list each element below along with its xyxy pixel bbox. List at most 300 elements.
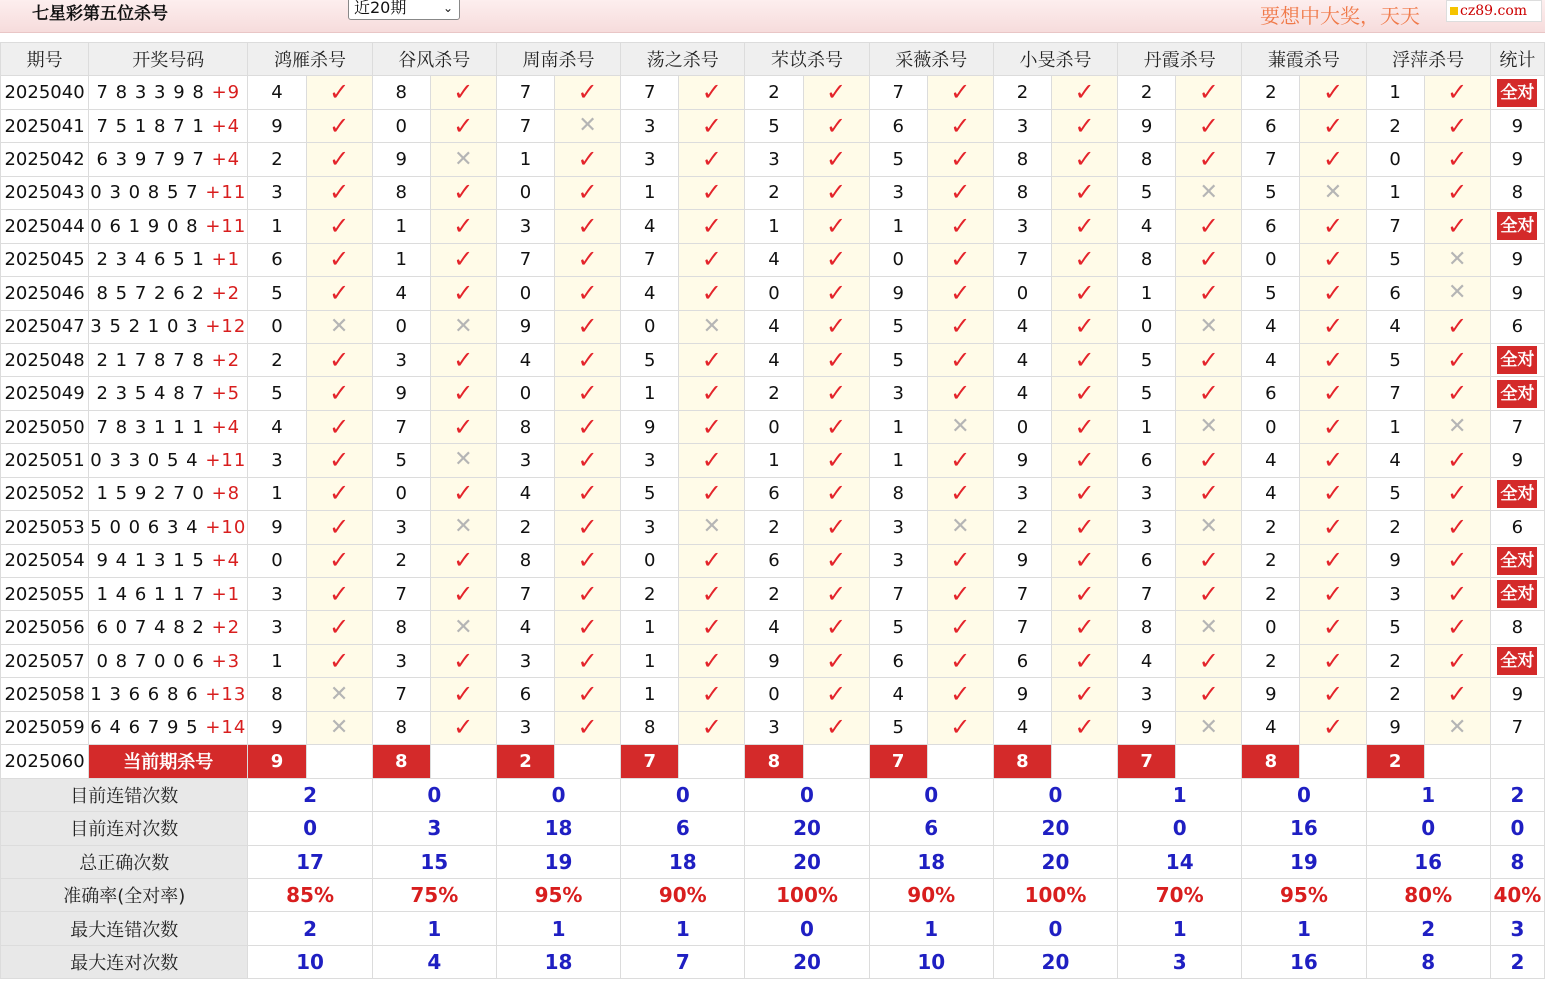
result-mark-cell bbox=[1300, 176, 1366, 209]
result-mark-cell bbox=[803, 210, 869, 243]
kill-number-cell: 7 bbox=[496, 578, 554, 611]
period-cell: 2025055 bbox=[1, 578, 89, 611]
check-icon: ✓ bbox=[701, 145, 722, 174]
check-icon: ✓ bbox=[1447, 613, 1468, 642]
period-cell: 2025041 bbox=[1, 109, 89, 142]
col-period: 期号 bbox=[1, 43, 89, 76]
check-icon: ✓ bbox=[950, 245, 971, 274]
check-icon: ✓ bbox=[577, 245, 598, 274]
marquee-text[interactable]: 要想中大奖，天天 bbox=[1260, 4, 1420, 28]
summary-label: 最大连对次数 bbox=[1, 945, 248, 978]
summary-value: 0 bbox=[372, 778, 496, 811]
result-mark-cell bbox=[679, 511, 745, 544]
check-icon: ✓ bbox=[453, 479, 474, 508]
period-select[interactable] bbox=[348, 0, 460, 20]
kill-number-cell: 9 bbox=[993, 544, 1051, 577]
summary-value: 10 bbox=[869, 945, 993, 978]
result-mark-cell bbox=[1424, 544, 1490, 577]
kill-number-cell: 3 bbox=[869, 511, 927, 544]
draw-numbers: 6 0 7 4 8 2 bbox=[96, 617, 205, 639]
kill-number-cell: 7 bbox=[496, 76, 554, 109]
result-mark-cell bbox=[803, 611, 869, 644]
draw-bonus: +1 bbox=[211, 249, 241, 271]
cross-icon: ✕ bbox=[578, 113, 597, 139]
kill-number-cell: 3 bbox=[496, 210, 554, 243]
result-mark-cell bbox=[1300, 711, 1366, 744]
check-icon: ✓ bbox=[453, 546, 474, 575]
summary-value: 19 bbox=[1242, 845, 1366, 878]
summary-value: 1 bbox=[372, 912, 496, 945]
cross-icon: ✕ bbox=[1323, 179, 1343, 205]
result-mark-cell bbox=[803, 444, 869, 477]
result-mark-cell bbox=[555, 444, 621, 477]
table-row bbox=[1, 377, 1545, 410]
result-mark-cell bbox=[306, 143, 372, 176]
kill-number-cell: 8 bbox=[993, 176, 1051, 209]
all-right-badge: 全对 bbox=[1497, 480, 1537, 508]
summary-label: 目前连错次数 bbox=[1, 778, 248, 811]
check-icon: ✓ bbox=[701, 278, 722, 307]
kill-number-cell: 1 bbox=[621, 377, 679, 410]
kill-number-cell: 4 bbox=[1242, 444, 1300, 477]
stat-cell bbox=[1490, 109, 1544, 142]
stat-cell bbox=[1490, 477, 1544, 510]
kill-number-cell: 3 bbox=[993, 210, 1051, 243]
draw-numbers: 0 3 0 8 5 7 bbox=[90, 182, 199, 204]
check-icon: ✓ bbox=[826, 345, 847, 374]
check-icon: ✓ bbox=[950, 178, 971, 207]
current-kill-number: 8 bbox=[372, 745, 430, 778]
check-icon: ✓ bbox=[1447, 579, 1468, 608]
kill-number-cell: 1 bbox=[496, 143, 554, 176]
result-mark-cell bbox=[927, 277, 993, 310]
kill-number-cell: 3 bbox=[1118, 511, 1176, 544]
draw-bonus: +11 bbox=[205, 215, 247, 237]
check-icon: ✓ bbox=[1447, 445, 1468, 474]
stat-cell bbox=[1490, 444, 1544, 477]
kill-number-cell: 8 bbox=[1118, 611, 1176, 644]
draw-bonus: +10 bbox=[205, 516, 247, 538]
kill-number-cell: 1 bbox=[869, 410, 927, 443]
result-mark-cell bbox=[1051, 277, 1117, 310]
summary-value: 8 bbox=[1366, 945, 1490, 978]
summary-value: 1 bbox=[621, 912, 745, 945]
period-cell: 2025048 bbox=[1, 343, 89, 376]
result-mark-cell bbox=[1424, 477, 1490, 510]
kill-number-cell: 9 bbox=[1366, 544, 1424, 577]
result-mark-cell bbox=[1051, 644, 1117, 677]
draw-numbers: 7 5 1 8 7 1 bbox=[96, 115, 205, 137]
summary-row bbox=[1, 912, 1545, 945]
stat-value: 9 bbox=[1511, 684, 1524, 706]
check-icon: ✓ bbox=[826, 445, 847, 474]
result-mark-cell bbox=[430, 343, 496, 376]
check-icon: ✓ bbox=[950, 479, 971, 508]
kill-number-cell: 3 bbox=[1366, 578, 1424, 611]
summary-value: 1 bbox=[1118, 778, 1242, 811]
result-mark-cell bbox=[679, 143, 745, 176]
summary-row bbox=[1, 878, 1545, 911]
result-mark-cell bbox=[1176, 711, 1242, 744]
kill-number-cell: 9 bbox=[745, 644, 803, 677]
table-row bbox=[1, 143, 1545, 176]
result-mark-cell bbox=[803, 644, 869, 677]
check-icon: ✓ bbox=[577, 512, 598, 541]
kill-number-cell: 7 bbox=[993, 578, 1051, 611]
check-icon: ✓ bbox=[701, 680, 722, 709]
stat-cell bbox=[1490, 76, 1544, 109]
col-expert: 谷风杀号 bbox=[372, 43, 496, 76]
blank-cell bbox=[1051, 745, 1117, 778]
kill-number-cell: 2 bbox=[1366, 644, 1424, 677]
check-icon: ✓ bbox=[329, 78, 350, 107]
check-icon: ✓ bbox=[701, 178, 722, 207]
result-mark-cell bbox=[1051, 410, 1117, 443]
kill-number-cell: 2 bbox=[993, 76, 1051, 109]
check-icon: ✓ bbox=[1074, 312, 1095, 341]
kill-number-cell: 4 bbox=[993, 711, 1051, 744]
result-mark-cell bbox=[1176, 611, 1242, 644]
result-mark-cell bbox=[1051, 243, 1117, 276]
check-icon: ✓ bbox=[329, 412, 350, 441]
current-kill-number: 8 bbox=[993, 745, 1051, 778]
result-mark-cell bbox=[430, 143, 496, 176]
draw-cell bbox=[89, 310, 248, 343]
kill-number-cell: 3 bbox=[496, 644, 554, 677]
kill-number-cell: 2 bbox=[745, 377, 803, 410]
check-icon: ✓ bbox=[577, 312, 598, 341]
check-icon: ✓ bbox=[453, 78, 474, 107]
result-mark-cell bbox=[555, 410, 621, 443]
check-icon: ✓ bbox=[577, 145, 598, 174]
col-expert: 鸿雁杀号 bbox=[248, 43, 372, 76]
kill-number-cell: 6 bbox=[1242, 210, 1300, 243]
summary-row bbox=[1, 945, 1545, 978]
result-mark-cell bbox=[1051, 343, 1117, 376]
col-expert: 采薇杀号 bbox=[869, 43, 993, 76]
stat-cell bbox=[1490, 511, 1544, 544]
kill-number-cell: 2 bbox=[1242, 76, 1300, 109]
check-icon: ✓ bbox=[329, 111, 350, 140]
period-cell: 2025050 bbox=[1, 410, 89, 443]
result-mark-cell bbox=[555, 277, 621, 310]
kill-number-cell: 9 bbox=[248, 109, 306, 142]
cross-icon: ✕ bbox=[1448, 246, 1467, 272]
kill-number-cell: 6 bbox=[745, 477, 803, 510]
result-mark-cell bbox=[430, 477, 496, 510]
summary-value: 20 bbox=[993, 845, 1117, 878]
check-icon: ✓ bbox=[329, 579, 350, 608]
kill-number-cell: 3 bbox=[993, 109, 1051, 142]
stat-cell bbox=[1490, 377, 1544, 410]
site-logo-text: cz89.com bbox=[1460, 3, 1528, 19]
current-period-row bbox=[1, 745, 1545, 778]
summary-stat-value: 2 bbox=[1490, 778, 1544, 811]
kill-number-cell: 9 bbox=[496, 310, 554, 343]
cross-icon: ✕ bbox=[329, 714, 349, 740]
all-right-badge: 全对 bbox=[1497, 580, 1537, 608]
current-kill-number: 7 bbox=[869, 745, 927, 778]
check-icon: ✓ bbox=[577, 680, 598, 709]
check-icon: ✓ bbox=[701, 111, 722, 140]
kill-number-cell: 9 bbox=[248, 711, 306, 744]
kill-number-cell: 1 bbox=[372, 210, 430, 243]
result-mark-cell bbox=[803, 578, 869, 611]
kill-number-cell: 6 bbox=[1242, 109, 1300, 142]
cross-icon: ✕ bbox=[1448, 280, 1467, 306]
chevron-down-icon: ⌄ bbox=[442, 1, 453, 15]
summary-stat-value: 8 bbox=[1490, 845, 1544, 878]
check-icon: ✓ bbox=[1447, 145, 1468, 174]
check-icon: ✓ bbox=[1074, 379, 1095, 408]
current-kill-number: 8 bbox=[1242, 745, 1300, 778]
kill-number-cell: 3 bbox=[248, 444, 306, 477]
result-mark-cell bbox=[803, 76, 869, 109]
kill-number-cell: 2 bbox=[745, 511, 803, 544]
cross-icon: ✕ bbox=[454, 146, 473, 172]
result-mark-cell bbox=[679, 109, 745, 142]
kill-number-cell: 3 bbox=[372, 343, 430, 376]
stat-value: 6 bbox=[1511, 316, 1524, 338]
kill-number-cell: 1 bbox=[621, 678, 679, 711]
summary-stat-value: 0 bbox=[1490, 812, 1544, 845]
result-mark-cell bbox=[1176, 444, 1242, 477]
table-row bbox=[1, 277, 1545, 310]
result-mark-cell bbox=[1424, 444, 1490, 477]
cross-icon: ✕ bbox=[1199, 614, 1218, 640]
kill-number-cell: 4 bbox=[248, 410, 306, 443]
result-mark-cell bbox=[803, 176, 869, 209]
result-mark-cell bbox=[1051, 544, 1117, 577]
summary-value: 0 bbox=[993, 912, 1117, 945]
summary-value: 10 bbox=[248, 945, 372, 978]
draw-bonus: +2 bbox=[211, 349, 241, 371]
kill-number-cell: 1 bbox=[372, 243, 430, 276]
summary-value: 1 bbox=[496, 912, 620, 945]
result-mark-cell bbox=[306, 444, 372, 477]
result-mark-cell bbox=[679, 243, 745, 276]
summary-value: 1 bbox=[1118, 912, 1242, 945]
stat-cell bbox=[1490, 611, 1544, 644]
cross-icon: ✕ bbox=[1448, 714, 1467, 740]
kill-number-cell: 3 bbox=[496, 444, 554, 477]
summary-value: 18 bbox=[621, 845, 745, 878]
col-expert: 浮萍杀号 bbox=[1366, 43, 1490, 76]
blank-cell bbox=[1300, 745, 1366, 778]
check-icon: ✓ bbox=[1322, 145, 1344, 174]
kill-number-cell: 1 bbox=[248, 210, 306, 243]
blank-cell bbox=[1176, 745, 1242, 778]
summary-value: 70% bbox=[1118, 878, 1242, 911]
check-icon: ✓ bbox=[577, 278, 598, 307]
draw-bonus: +12 bbox=[205, 316, 247, 338]
kill-number-cell: 3 bbox=[372, 644, 430, 677]
draw-cell bbox=[89, 143, 248, 176]
result-mark-cell bbox=[306, 477, 372, 510]
summary-stat-value: 40% bbox=[1490, 878, 1544, 911]
summary-value: 0 bbox=[496, 778, 620, 811]
check-icon: ✓ bbox=[1322, 78, 1344, 107]
result-mark-cell bbox=[430, 76, 496, 109]
blank-cell bbox=[803, 745, 869, 778]
kill-number-cell: 6 bbox=[1118, 444, 1176, 477]
check-icon: ✓ bbox=[453, 713, 474, 742]
kill-number-cell: 3 bbox=[621, 511, 679, 544]
kill-number-cell: 0 bbox=[745, 410, 803, 443]
kill-number-cell: 6 bbox=[745, 544, 803, 577]
result-mark-cell bbox=[803, 711, 869, 744]
kill-number-cell: 4 bbox=[1366, 444, 1424, 477]
table-row bbox=[1, 243, 1545, 276]
draw-cell bbox=[89, 243, 248, 276]
check-icon: ✓ bbox=[453, 245, 474, 274]
blank-cell bbox=[430, 745, 496, 778]
result-mark-cell bbox=[1051, 511, 1117, 544]
summary-value: 16 bbox=[1242, 812, 1366, 845]
result-mark-cell bbox=[927, 410, 993, 443]
blank-cell bbox=[927, 745, 993, 778]
check-icon: ✓ bbox=[950, 445, 971, 474]
check-icon: ✓ bbox=[1322, 613, 1344, 642]
table-row bbox=[1, 343, 1545, 376]
kill-number-cell: 5 bbox=[1242, 176, 1300, 209]
kill-number-cell: 4 bbox=[1242, 310, 1300, 343]
table-row bbox=[1, 444, 1545, 477]
period-cell: 2025043 bbox=[1, 176, 89, 209]
kill-number-cell: 9 bbox=[1118, 109, 1176, 142]
kill-number-cell: 2 bbox=[993, 511, 1051, 544]
kill-number-cell: 4 bbox=[1118, 644, 1176, 677]
kill-number-cell: 4 bbox=[1242, 343, 1300, 376]
summary-value: 0 bbox=[869, 778, 993, 811]
cross-icon: ✕ bbox=[454, 614, 473, 640]
check-icon: ✓ bbox=[701, 211, 722, 240]
all-right-badge: 全对 bbox=[1497, 647, 1537, 675]
kill-number-cell: 3 bbox=[745, 711, 803, 744]
check-icon: ✓ bbox=[577, 178, 598, 207]
kill-number-cell: 8 bbox=[621, 711, 679, 744]
result-mark-cell bbox=[1300, 143, 1366, 176]
blank-cell bbox=[1490, 745, 1544, 778]
result-mark-cell bbox=[679, 210, 745, 243]
kill-number-cell: 1 bbox=[248, 477, 306, 510]
kill-number-cell: 4 bbox=[621, 210, 679, 243]
kill-number-cell: 4 bbox=[496, 611, 554, 644]
result-mark-cell bbox=[1176, 477, 1242, 510]
cross-icon: ✕ bbox=[329, 681, 349, 707]
check-icon: ✓ bbox=[1322, 312, 1344, 341]
result-mark-cell bbox=[1176, 544, 1242, 577]
summary-row bbox=[1, 845, 1545, 878]
draw-cell bbox=[89, 578, 248, 611]
check-icon: ✓ bbox=[1074, 512, 1095, 541]
result-mark-cell bbox=[1424, 644, 1490, 677]
summary-stat-value: 2 bbox=[1490, 945, 1544, 978]
result-mark-cell bbox=[555, 711, 621, 744]
check-icon: ✓ bbox=[826, 312, 847, 341]
site-logo[interactable] bbox=[1446, 0, 1542, 22]
result-mark-cell bbox=[679, 644, 745, 677]
kill-number-cell: 2 bbox=[1242, 544, 1300, 577]
table-row bbox=[1, 76, 1545, 109]
draw-cell bbox=[89, 611, 248, 644]
check-icon: ✓ bbox=[1322, 479, 1344, 508]
draw-bonus: +11 bbox=[205, 449, 247, 471]
kill-number-cell: 3 bbox=[1118, 477, 1176, 510]
draw-cell bbox=[89, 711, 248, 744]
check-icon: ✓ bbox=[701, 646, 722, 675]
check-icon: ✓ bbox=[826, 646, 847, 675]
check-icon: ✓ bbox=[1198, 579, 1219, 608]
check-icon: ✓ bbox=[950, 278, 971, 307]
draw-bonus: +2 bbox=[211, 617, 241, 639]
check-icon: ✓ bbox=[950, 613, 971, 642]
summary-value: 2 bbox=[1366, 912, 1490, 945]
check-icon: ✓ bbox=[950, 379, 971, 408]
current-kill-number: 7 bbox=[1118, 745, 1176, 778]
col-expert: 丹霞杀号 bbox=[1118, 43, 1242, 76]
result-mark-cell bbox=[1424, 511, 1490, 544]
check-icon: ✓ bbox=[453, 178, 474, 207]
blank-cell bbox=[1424, 745, 1490, 778]
check-icon: ✓ bbox=[701, 713, 722, 742]
col-stat: 统计 bbox=[1490, 43, 1544, 76]
draw-numbers: 7 8 3 3 9 8 bbox=[96, 82, 205, 104]
result-mark-cell bbox=[1300, 310, 1366, 343]
period-cell: 2025054 bbox=[1, 544, 89, 577]
result-mark-cell bbox=[1424, 377, 1490, 410]
summary-value: 16 bbox=[1242, 945, 1366, 978]
period-cell: 2025053 bbox=[1, 511, 89, 544]
kill-number-cell: 3 bbox=[372, 511, 430, 544]
check-icon: ✓ bbox=[826, 613, 847, 642]
table-row bbox=[1, 611, 1545, 644]
draw-bonus: +14 bbox=[205, 717, 247, 739]
result-mark-cell bbox=[430, 578, 496, 611]
all-right-badge: 全对 bbox=[1497, 79, 1537, 107]
check-icon: ✓ bbox=[1198, 278, 1219, 307]
check-icon: ✓ bbox=[701, 412, 722, 441]
summary-value: 0 bbox=[1366, 812, 1490, 845]
summary-value: 20 bbox=[745, 845, 869, 878]
kill-number-cell: 7 bbox=[1366, 377, 1424, 410]
kill-number-cell: 3 bbox=[869, 544, 927, 577]
result-mark-cell bbox=[306, 310, 372, 343]
kill-number-cell: 0 bbox=[621, 310, 679, 343]
result-mark-cell bbox=[555, 377, 621, 410]
result-mark-cell bbox=[1051, 678, 1117, 711]
draw-numbers: 9 4 1 3 1 5 bbox=[96, 550, 205, 572]
result-mark-cell bbox=[430, 176, 496, 209]
kill-number-cell: 4 bbox=[993, 377, 1051, 410]
kill-number-cell: 4 bbox=[372, 277, 430, 310]
check-icon: ✓ bbox=[1447, 345, 1468, 374]
summary-value: 0 bbox=[993, 778, 1117, 811]
col-draw: 开奖号码 bbox=[89, 43, 248, 76]
draw-bonus: +4 bbox=[211, 416, 241, 438]
result-mark-cell bbox=[1300, 444, 1366, 477]
result-mark-cell bbox=[927, 578, 993, 611]
kill-number-cell: 2 bbox=[745, 176, 803, 209]
summary-value: 0 bbox=[1118, 812, 1242, 845]
check-icon: ✓ bbox=[1198, 245, 1219, 274]
summary-row bbox=[1, 778, 1545, 811]
stat-cell bbox=[1490, 243, 1544, 276]
check-icon: ✓ bbox=[1074, 445, 1095, 474]
check-icon: ✓ bbox=[577, 479, 598, 508]
result-mark-cell bbox=[679, 176, 745, 209]
kill-number-cell: 1 bbox=[1366, 176, 1424, 209]
